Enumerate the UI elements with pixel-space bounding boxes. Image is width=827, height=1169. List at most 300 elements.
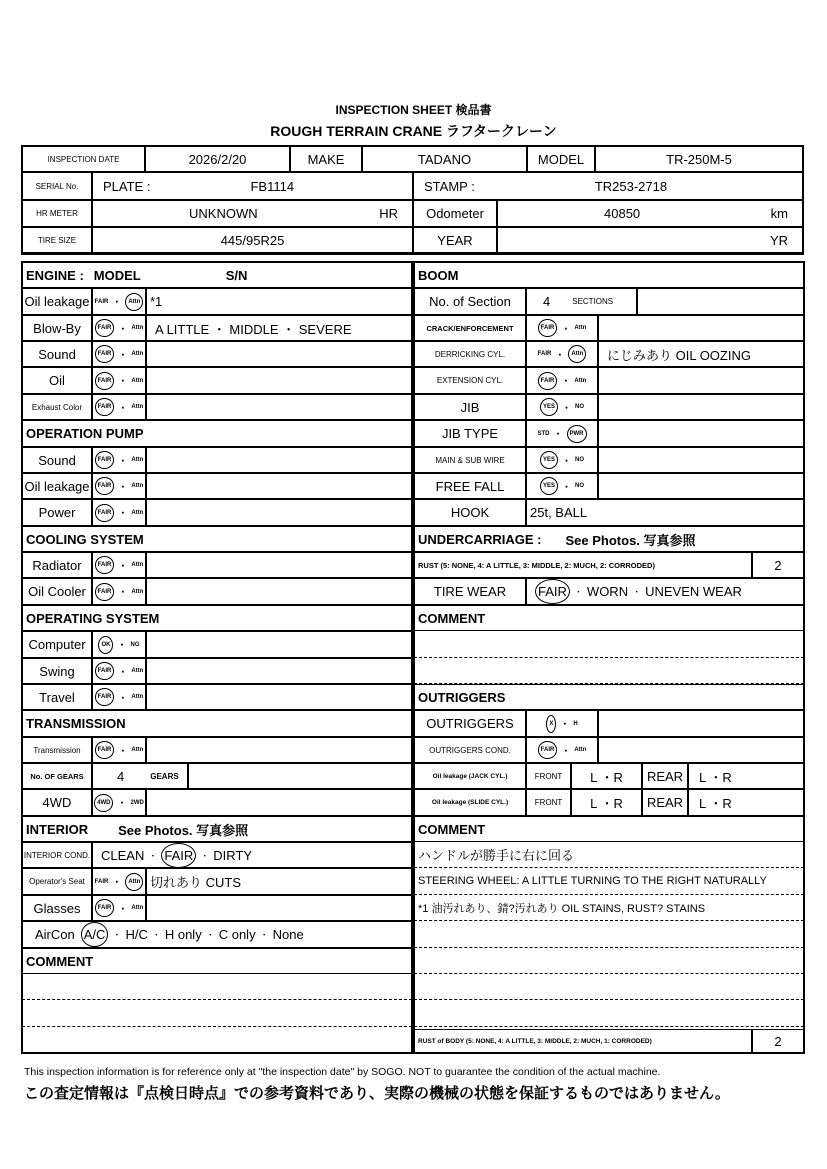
boom-item-note (598, 473, 804, 499)
gears-unit: GEARS (150, 771, 179, 781)
pump-item-label-text: Oil leakage (24, 478, 90, 494)
right-comment-1-title-text: COMMENT (418, 610, 486, 626)
pump-item-label-text: Sound (38, 452, 76, 468)
boom-item-options (526, 315, 598, 341)
option-0[interactable]: FAIR (95, 477, 115, 495)
sections-blank (637, 288, 804, 315)
operating-header (22, 605, 412, 631)
separator: ・ (553, 429, 563, 439)
outriggers-type-options (526, 710, 598, 737)
boom-item-note (598, 394, 804, 420)
option-0[interactable]: FAIR (95, 662, 115, 680)
separator: ・ (562, 402, 572, 413)
boom-item-label (414, 447, 526, 473)
boom-item-note-text: にじみあり OIL OOZING (607, 347, 751, 363)
boom-item-note (598, 447, 804, 473)
option-4[interactable]: None (272, 927, 304, 942)
option-1[interactable]: H (573, 720, 578, 727)
leak-label-text: Oil leakage (SLIDE CYL.) (431, 799, 509, 806)
engine-item-options (92, 394, 146, 420)
pump-item-note (146, 499, 412, 526)
option-1[interactable]: NO (575, 457, 585, 463)
fourwd-item-options (92, 789, 146, 816)
separator: ・ (118, 508, 128, 518)
separator: ・ (205, 930, 215, 940)
hr-meter-cell (92, 200, 413, 227)
operating-item-note (146, 631, 412, 658)
boom-item-label-text: DERRICKING CYL. (434, 349, 506, 359)
separator: ・ (118, 455, 128, 466)
right-comment-2-line-text: *1 油汚れあり、錆?汚れあり OIL STAINS, RUST? STAINS (418, 902, 706, 915)
pump-item-options (92, 473, 146, 499)
transmission-header-text: TRANSMISSION (26, 716, 126, 731)
leak-rear-text: REAR (646, 795, 684, 810)
aircon-label: AirCon (35, 927, 75, 942)
boom-item-note (598, 420, 804, 447)
operating-item-options (92, 631, 146, 658)
option-1[interactable]: PWR (567, 425, 587, 443)
interior-cond-options (92, 842, 412, 868)
option-0[interactable]: YES (540, 477, 558, 495)
operating-item-options (92, 658, 146, 684)
separator: ・ (117, 798, 127, 808)
right-comment-2-line[interactable] (414, 921, 804, 948)
option-0[interactable]: FAIR (538, 372, 558, 390)
leak-label (414, 789, 526, 816)
separator: ・ (118, 323, 128, 334)
option-0[interactable]: FAIR (538, 319, 558, 337)
right-comment-1-line[interactable] (414, 658, 804, 684)
option-0[interactable]: FAIR (95, 741, 115, 759)
stamp-label: STAMP : (424, 178, 475, 194)
option-0[interactable]: YES (540, 451, 558, 469)
right-comment-2-line[interactable] (414, 974, 804, 1000)
cooling-header (22, 526, 412, 552)
hr-meter-label (22, 200, 92, 227)
option-1[interactable]: Attn (131, 905, 144, 911)
boom-item-options (526, 394, 598, 420)
odometer-cell (497, 200, 803, 227)
undercarriage-header (414, 526, 804, 552)
disclaimer-en: This inspection information is for reference only at "the inspection date" by SOGO. NOT to guarantee the condition of the actual machine. (24, 1066, 661, 1078)
leak-front-lr-text: L ・R (590, 769, 623, 785)
stamp-cell (413, 172, 803, 200)
option-1[interactable]: Attn (131, 351, 144, 357)
gears-label-text: No. OF GEARS (30, 771, 84, 781)
inspection-date-text: 2026/2/20 (188, 151, 247, 167)
operating-item-label (22, 684, 92, 710)
rust-body-value-text: 2 (774, 1033, 782, 1049)
plate-cell (92, 172, 413, 200)
option-1[interactable]: Attn (131, 483, 144, 489)
option-1[interactable]: Attn (131, 404, 144, 410)
engine-item-note-text: A LITTLE ・ MIDDLE ・ SEVERE (155, 321, 352, 337)
option-0[interactable]: FAIR (95, 583, 115, 601)
option-1[interactable]: Attn (131, 562, 144, 568)
stamp-value: TR253-2718 (594, 178, 668, 194)
separator: ・ (200, 850, 210, 861)
option-1[interactable]: Attn (574, 377, 587, 384)
operator-seat-note (146, 868, 412, 895)
right-comment-1-line[interactable] (414, 631, 804, 658)
right-comment-2-line[interactable] (414, 1000, 804, 1027)
option-0[interactable]: STD (537, 430, 550, 437)
pump-item-note (146, 473, 412, 499)
cooling-item-note (146, 578, 412, 605)
option-1[interactable]: Attn (574, 325, 587, 331)
odometer-unit: km (770, 206, 788, 221)
option-0[interactable]: YES (540, 398, 558, 416)
leak-front-text: FRONT (534, 771, 563, 781)
separator: ・ (561, 376, 571, 386)
option-0[interactable]: FAIR (538, 741, 558, 759)
year-unit: YR (769, 232, 788, 248)
separator: ・ (117, 640, 127, 650)
boom-item-label (414, 315, 526, 341)
boom-item-options (526, 341, 598, 367)
engine-item-note (146, 367, 412, 394)
glasses-note (146, 895, 412, 921)
option-1[interactable]: Attn (125, 873, 143, 891)
leak-rear-lr (688, 763, 804, 789)
separator: ・ (118, 745, 128, 756)
option-2[interactable]: DIRTY (213, 847, 253, 863)
option-1[interactable]: FAIR (161, 843, 196, 868)
option-0[interactable]: FAIR (95, 345, 115, 363)
interior-see-photos: See Photos. 写真参照 (118, 822, 249, 838)
boom-item-label (414, 367, 526, 394)
outriggers-cond-options (526, 737, 598, 763)
operating-header-text: OPERATING SYSTEM (26, 610, 160, 626)
separator: ・ (118, 587, 128, 597)
boom-item-note (598, 341, 804, 367)
option-1[interactable]: NG (130, 641, 140, 648)
option-0[interactable]: CLEAN (101, 847, 145, 863)
right-comment-2-title-text: COMMENT (418, 821, 486, 837)
engine-model-label: MODEL (93, 267, 141, 283)
engine-item-label-text: Oil (49, 373, 65, 388)
outriggers-cond-label (414, 737, 526, 763)
pump-item-label (22, 473, 92, 499)
make-value-text: TADANO (417, 151, 472, 167)
gears-label (22, 763, 92, 789)
option-0[interactable]: 4WD (94, 794, 113, 812)
right-comment-2-line[interactable] (414, 868, 804, 895)
leak-rear (642, 763, 688, 789)
operating-item-label (22, 658, 92, 684)
boom-item-note (598, 315, 804, 341)
engine-title: ENGINE : (26, 267, 84, 283)
separator: ・ (118, 481, 128, 492)
pump-item-note (146, 447, 412, 473)
hr-unit: HR (379, 206, 398, 221)
engine-item-note-text: *1 (150, 294, 163, 309)
right-comment-2-line[interactable] (414, 842, 804, 868)
sections-label (414, 288, 526, 315)
outriggers-type-label (414, 710, 526, 737)
boom-item-label-text: JIB (460, 399, 480, 415)
cooling-item-note (146, 552, 412, 578)
separator: ・ (118, 560, 128, 571)
hook-label (414, 499, 526, 526)
separator: ・ (573, 587, 583, 597)
hook-value-text: 25t, BALL (530, 505, 588, 520)
option-0[interactable]: FAIR (95, 398, 115, 416)
fourwd-item-label-text: 4WD (42, 795, 72, 810)
option-0[interactable]: FAIR (95, 556, 115, 574)
right-comment-2-line[interactable] (414, 895, 804, 921)
year-cell (497, 227, 803, 253)
outriggers-type-label-text: OUTRIGGERS (426, 716, 514, 731)
gears-blank (188, 763, 412, 789)
option-1[interactable]: Attn (131, 325, 144, 331)
separator: ・ (118, 349, 128, 360)
option-1[interactable]: NO (575, 483, 585, 489)
outriggers-type-note (598, 710, 804, 737)
engine-item-label-text: Sound (38, 346, 76, 362)
glasses-options (92, 895, 146, 921)
interior-header (22, 816, 412, 842)
odometer-label (413, 200, 497, 227)
boom-item-label-text: JIB TYPE (441, 426, 499, 441)
leak-rear-text: REAR (646, 768, 684, 784)
transmission-item-label-text: Transmission (33, 745, 81, 755)
boom-item-label (414, 341, 526, 367)
right-comment-2-line-text: STEERING WHEEL: A LITTLE TURNING TO THE RIGHT NATURALLY (418, 875, 767, 887)
leak-rear-lr (688, 789, 804, 816)
boom-item-label-text: MAIN & SUB WIRE (435, 455, 505, 465)
separator: ・ (562, 455, 572, 466)
engine-header (22, 262, 412, 288)
option-1[interactable]: 2WD (130, 799, 144, 806)
operator-seat-note-text: 切れあり CUTS (150, 875, 242, 890)
sections-unit: SECTIONS (572, 297, 614, 306)
separator: ・ (561, 323, 571, 334)
right-comment-2-title (414, 816, 804, 842)
glasses-label (22, 895, 92, 921)
option-0[interactable]: FAIR (95, 688, 115, 706)
year-label (413, 227, 497, 253)
option-1[interactable]: WORN (586, 584, 629, 599)
operating-item-options (92, 684, 146, 710)
option-1[interactable]: Attn (574, 747, 587, 753)
option-1[interactable]: H/C (125, 927, 148, 942)
engine-item-label (22, 367, 92, 394)
tire-wear-label-text: TIRE WEAR (433, 584, 507, 599)
model-value (595, 146, 803, 172)
option-0[interactable]: FAIR (95, 319, 115, 337)
option-1[interactable]: Attn (131, 457, 144, 463)
boom-item-label-text: EXTENSION CYL. (436, 376, 504, 385)
separator: ・ (151, 930, 161, 940)
left-comment-line[interactable] (22, 1000, 412, 1027)
transmission-item-label (22, 737, 92, 763)
tire-size-label-text: TIRE SIZE (37, 235, 77, 245)
separator: ・ (112, 877, 122, 887)
leak-label (414, 763, 526, 789)
option-1[interactable]: Attn (131, 747, 144, 753)
option-0[interactable]: OK (98, 636, 113, 654)
cooling-item-label-text: Oil Cooler (28, 584, 86, 599)
rust-body-label (414, 1029, 752, 1053)
option-0[interactable]: FAIR (95, 451, 115, 469)
right-comment-2-line-text: ハンドルが勝手に右に回る (418, 848, 575, 863)
boom-item-label (414, 473, 526, 499)
option-0[interactable]: X (546, 715, 556, 733)
option-0[interactable]: FAIR (95, 899, 115, 917)
option-3[interactable]: C only (218, 927, 256, 942)
transmission-item-note (146, 737, 412, 763)
model-label (527, 146, 595, 172)
model-label-text: MODEL (537, 151, 585, 167)
engine-item-note (146, 341, 412, 367)
disclaimer-jp: この査定情報は『点検日時点』での参考資料であり、実際の機械の状態を保証するものではありません。 (24, 1085, 730, 1102)
pump-item-label (22, 447, 92, 473)
outriggers-header-text: OUTRIGGERS (418, 689, 506, 705)
leak-front (526, 789, 571, 816)
leak-front-lr (571, 763, 642, 789)
engine-item-label (22, 341, 92, 367)
boom-item-label-text: FREE FALL (435, 478, 505, 494)
option-1[interactable]: NO (575, 404, 585, 410)
make-label-text: MAKE (307, 151, 345, 167)
transmission-header (22, 710, 412, 737)
option-2[interactable]: UNEVEN WEAR (645, 584, 742, 599)
tire-wear-options (526, 578, 804, 605)
model-value-text: TR-250M-5 (666, 151, 732, 167)
option-0[interactable]: FAIR (95, 504, 115, 522)
separator: ・ (555, 349, 565, 360)
left-comment-line[interactable] (22, 974, 412, 1000)
separator: ・ (112, 297, 122, 307)
interior-cond-label-text: INTERIOR COND. (23, 850, 91, 860)
pump-item-label-text: Power (38, 505, 76, 520)
boom-item-options (526, 473, 598, 499)
serial-label-text: SERIAL No. (35, 181, 79, 191)
left-comment-title (22, 948, 412, 974)
separator: ・ (118, 692, 128, 703)
boom-item-options (526, 447, 598, 473)
odometer-value: 40850 (604, 206, 641, 221)
pump-item-options (92, 499, 146, 526)
cooling-item-label-text: Radiator (32, 557, 82, 573)
leak-front-lr (571, 789, 642, 816)
undercarriage-rust-value-text: 2 (774, 557, 782, 573)
tire-size-value (92, 227, 413, 253)
option-1[interactable]: Attn (131, 694, 144, 700)
engine-item-label-text: Blow-By (33, 320, 81, 336)
option-1[interactable]: Attn (125, 293, 143, 311)
left-comment-line[interactable] (22, 1027, 412, 1053)
cooling-item-options (92, 578, 146, 605)
boom-item-label (414, 394, 526, 420)
outriggers-header (414, 684, 804, 710)
boom-header-text: BOOM (418, 267, 459, 283)
option-2[interactable]: H only (164, 927, 202, 942)
option-0[interactable]: FAIR (535, 579, 570, 604)
sections-label-text: No. of Section (429, 294, 511, 309)
sections-number: 4 (543, 294, 551, 309)
inspection-date (145, 146, 290, 172)
operation-pump-header-text: OPERATION PUMP (26, 426, 144, 441)
option-0[interactable]: FAIR (94, 878, 109, 885)
operation-pump-header (22, 420, 412, 447)
leak-rear (642, 789, 688, 816)
cooling-item-options (92, 552, 146, 578)
engine-item-label (22, 394, 92, 420)
undercarriage-rust-value (752, 552, 804, 578)
year-label-text: YEAR (437, 232, 473, 248)
option-0[interactable]: FAIR (537, 351, 552, 357)
operator-seat-options (92, 868, 146, 895)
serial-label (22, 172, 92, 200)
separator: ・ (560, 719, 570, 729)
fourwd-item-label (22, 789, 92, 816)
option-0[interactable]: FAIR (95, 372, 115, 390)
option-0[interactable]: FAIR (94, 298, 109, 305)
cooling-item-label (22, 552, 92, 578)
option-1[interactable]: Attn (131, 377, 144, 384)
tire-size-value-text: 445/95R25 (220, 232, 285, 248)
operator-seat-label-text: Operator's Seat (29, 877, 85, 886)
boom-item-options (526, 367, 598, 394)
leak-rear-lr-text: L ・R (699, 769, 732, 785)
gears-value (92, 763, 188, 789)
option-1[interactable]: Attn (568, 345, 586, 363)
leak-front-text: FRONT (534, 798, 563, 807)
pump-item-label (22, 499, 92, 526)
hr-meter-label-text: HR METER (36, 209, 78, 218)
tire-wear-label (414, 578, 526, 605)
option-1[interactable]: Attn (131, 588, 144, 595)
engine-sn-label: S/N (225, 267, 248, 283)
leak-front-lr-text: L ・R (590, 796, 623, 811)
undercarriage-title: UNDERCARRIAGE : (418, 531, 542, 547)
option-0[interactable]: A/C (81, 922, 109, 947)
cooling-item-label (22, 578, 92, 605)
fourwd-item-note (146, 789, 412, 816)
separator: ・ (632, 587, 642, 597)
operator-seat-label (22, 868, 92, 895)
boom-item-note (598, 367, 804, 394)
engine-item-options (92, 367, 146, 394)
operating-item-label-text: Computer (28, 637, 86, 652)
sheet-subtitle: ROUGH TERRAIN CRANE ラフタークレーン (270, 123, 557, 139)
separator: ・ (112, 930, 122, 940)
glasses-label-text: Glasses (33, 900, 81, 916)
tire-size-label (22, 227, 92, 253)
outriggers-cond-label-text: OUTRIGGERS COND. (429, 745, 511, 755)
engine-item-note (146, 315, 412, 341)
engine-item-label (22, 288, 92, 315)
right-comment-2-line[interactable] (414, 948, 804, 974)
option-1[interactable]: Attn (131, 668, 144, 674)
interior-cond-label (22, 842, 92, 868)
engine-item-options (92, 315, 146, 341)
make-value (362, 146, 527, 172)
sheet-title: INSPECTION SHEET 検品書 (335, 103, 492, 117)
rust-body-value (752, 1029, 804, 1053)
operating-item-label (22, 631, 92, 658)
engine-item-options (92, 288, 146, 315)
transmission-item-options (92, 737, 146, 763)
option-1[interactable]: Attn (131, 509, 144, 516)
plate-label: PLATE : (103, 178, 151, 194)
engine-item-note (146, 288, 412, 315)
operating-item-note (146, 658, 412, 684)
hook-label-text: HOOK (450, 505, 490, 520)
engine-item-label-text: Oil leakage (24, 294, 90, 309)
